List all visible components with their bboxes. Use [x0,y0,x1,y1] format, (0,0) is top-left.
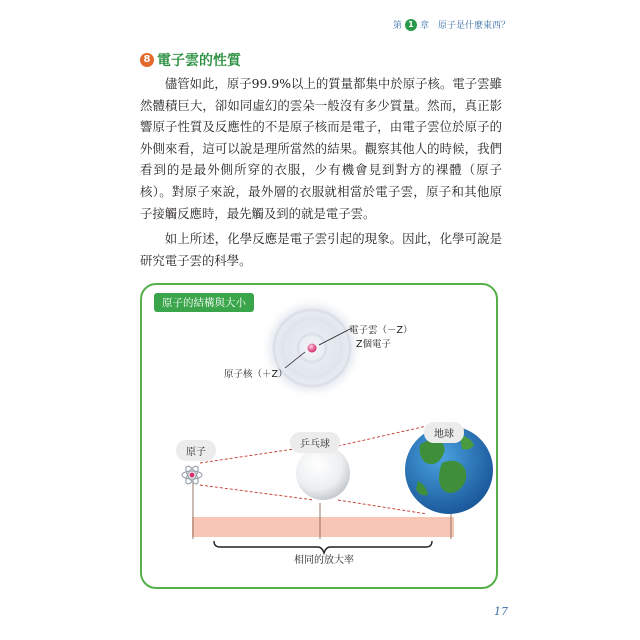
figure-title-tag: 原子的結構與大小 [154,293,254,312]
scale-band [192,517,454,537]
section-title: 電子雲的性質 [157,53,241,69]
electron-cloud-label: 電子雲（－Z） [349,325,413,336]
nucleus [308,344,317,353]
paragraph-2: 如上所述，化學反應是電子雲引起的現象。因此，化學可說是研究電子雲的科學。 [140,231,502,268]
small-atom-icon [182,464,202,485]
page-number: 17 [494,605,508,618]
section-number-badge: 8 [140,53,154,67]
chapter-suffix: 章 [419,21,429,31]
atom-structure-figure [140,283,498,589]
pingpong-label: 乒乓球 [290,432,340,453]
chapter-prefix: 第 [392,21,402,31]
section-heading [140,50,241,70]
electron-count-label: Z個電子 [356,339,392,350]
earth-label: 地球 [424,422,464,443]
body-text [140,73,502,271]
atom-label: 原子 [176,440,216,461]
nucleus-label: 原子核（＋Z） [224,369,288,380]
paragraph-1: 儘管如此，原子99.9%以上的質量都集中於原子核。電子雲雖然體積巨大，卻如同虛幻的雲朵一般沒有多少質量。然而，真正影響原子性質及反應性的不是原子核而是電子，由電子雲位於原子的外側來看，這可以說是理所當然的結果。觀察其他人的時候，我們看到的是最外側所穿的衣服，少有機會見到對方的裸體（原子核）。對原子來說，最外層的衣服就相當於電子雲，原子和其他原子接觸反應時，最先觸及到的就是電子雲。 [140,76,502,221]
pingpong-ball [296,446,350,500]
scale-label: 相同的放大率 [294,555,354,566]
chapter-title: 原子是什麼東西？ [437,21,510,31]
running-header [393,18,510,31]
chapter-number-badge: 1 [405,19,417,31]
